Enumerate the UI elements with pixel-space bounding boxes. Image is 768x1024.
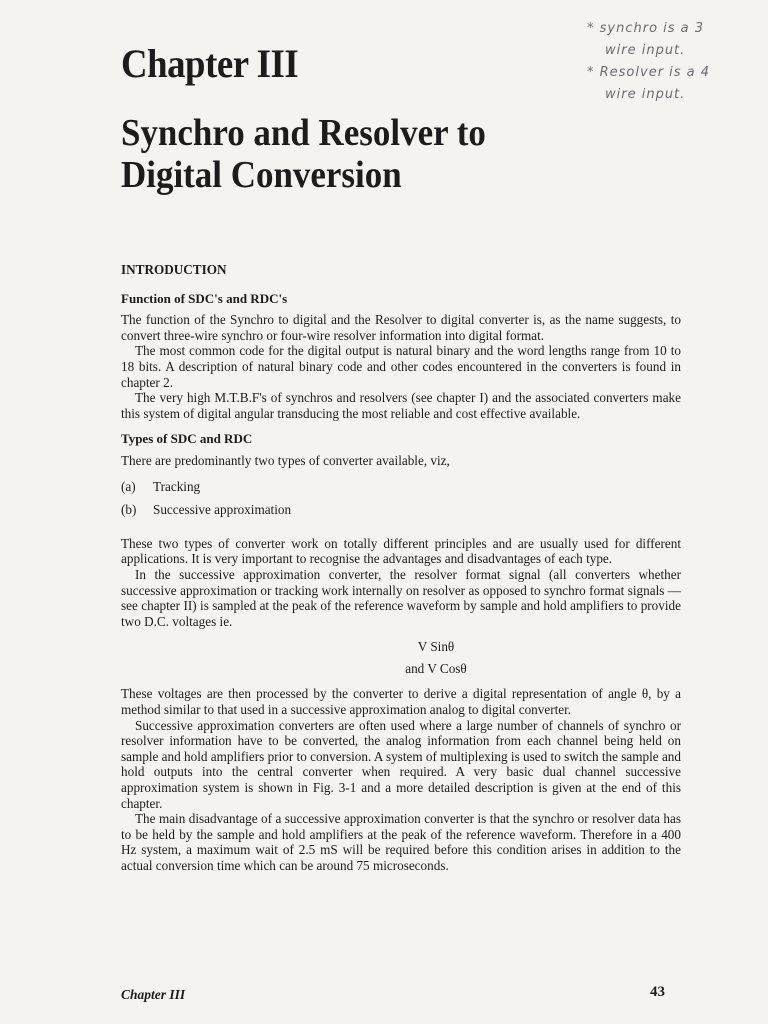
handwritten-note-line: * Resolver is a 4 bbox=[587, 65, 711, 80]
paragraph: The main disadvantage of a successive approximation converter is that the synchro or resolver data has to be held by the sample and hold amplifiers at the peak of the reference waveform. Therefore in a 400 Hz system, a maximum wait of 2.5 mS will be required before this condition arises in addition to the actual conversion time which can be around 75 microseconds. bbox=[121, 811, 681, 873]
paragraph: Successive approximation converters are often used where a large number of channels of synchro or resolver information have to be converted, the analog information from each channel being held on sample and hold amplifiers prior to conversion. A system of multiplexing is used to switch the sample and hold outputs into the central converter when required. A very basic dual channel successive approximation system is shown in Fig. 3-1 and a more detailed description is given at the end of this chapter. bbox=[121, 717, 681, 811]
list-item-text: Successive approximation bbox=[153, 502, 292, 518]
handwritten-note-line: wire input. bbox=[605, 87, 686, 102]
equation: and V Cosθ bbox=[405, 660, 467, 676]
paragraph: There are predominantly two types of converter available, viz, bbox=[121, 452, 450, 468]
paragraph: The very high M.T.B.F's of synchros and resolvers (see chapter I) and the associated converters make this system of digital angular transducing the most reliable and cost effective available. bbox=[121, 390, 681, 421]
list-item-text: Tracking bbox=[153, 478, 201, 494]
footer-chapter: Chapter III bbox=[121, 987, 186, 1002]
handwritten-note bbox=[587, 18, 710, 106]
list-item bbox=[121, 479, 681, 495]
paragraph: The function of the Synchro to digital and the Resolver to digital converter is, as the name suggests, to convert three-wire synchro or four-wire resolver information into digital format. bbox=[121, 312, 681, 343]
list-item bbox=[121, 502, 681, 518]
paragraph: In the successive approximation converter, the resolver format signal (all converters whether successive approximation or tracking work internally on resolver as opposed to synchro format signals — see chapter II) is sampled at the peak of the reference waveform by sample and hold amplifiers to provide two D.C. voltages ie. bbox=[121, 566, 681, 629]
paragraph: These two types of converter work on totally different principles and are usually used for different applications. It is very important to recognise the advantages and disadvantages of each type. bbox=[121, 535, 681, 567]
chapter-title-line: Digital Conversion bbox=[121, 154, 402, 196]
chapter-title-line: Synchro and Resolver to bbox=[121, 112, 486, 154]
paragraph: The most common code for the digital output is natural binary and the word lengths range from 10 to 18 bits. A description of natural binary code and other codes encountered in the converters is found in chapter 2. bbox=[121, 343, 681, 390]
page-number: 43 bbox=[650, 984, 665, 1000]
list-item-label: (b) bbox=[121, 502, 137, 518]
handwritten-note-line: wire input. bbox=[605, 43, 686, 58]
list-item-label: (a) bbox=[121, 478, 136, 494]
chapter-label: Chapter III bbox=[121, 41, 299, 86]
handwritten-note-line: * synchro is a 3 bbox=[587, 21, 705, 36]
body-text bbox=[121, 262, 681, 874]
equation: V Sinθ bbox=[417, 639, 455, 655]
subsection-heading: Function of SDC's and RDC's bbox=[121, 290, 288, 306]
chapter-title bbox=[121, 112, 486, 196]
section-heading: INTRODUCTION bbox=[121, 262, 227, 277]
paragraph: These voltages are then processed by the converter to derive a digital representation of angle θ, by a method similar to that used in a successive approximation analog to digital converter. bbox=[121, 686, 681, 718]
subsection-heading: Types of SDC and RDC bbox=[121, 431, 253, 447]
